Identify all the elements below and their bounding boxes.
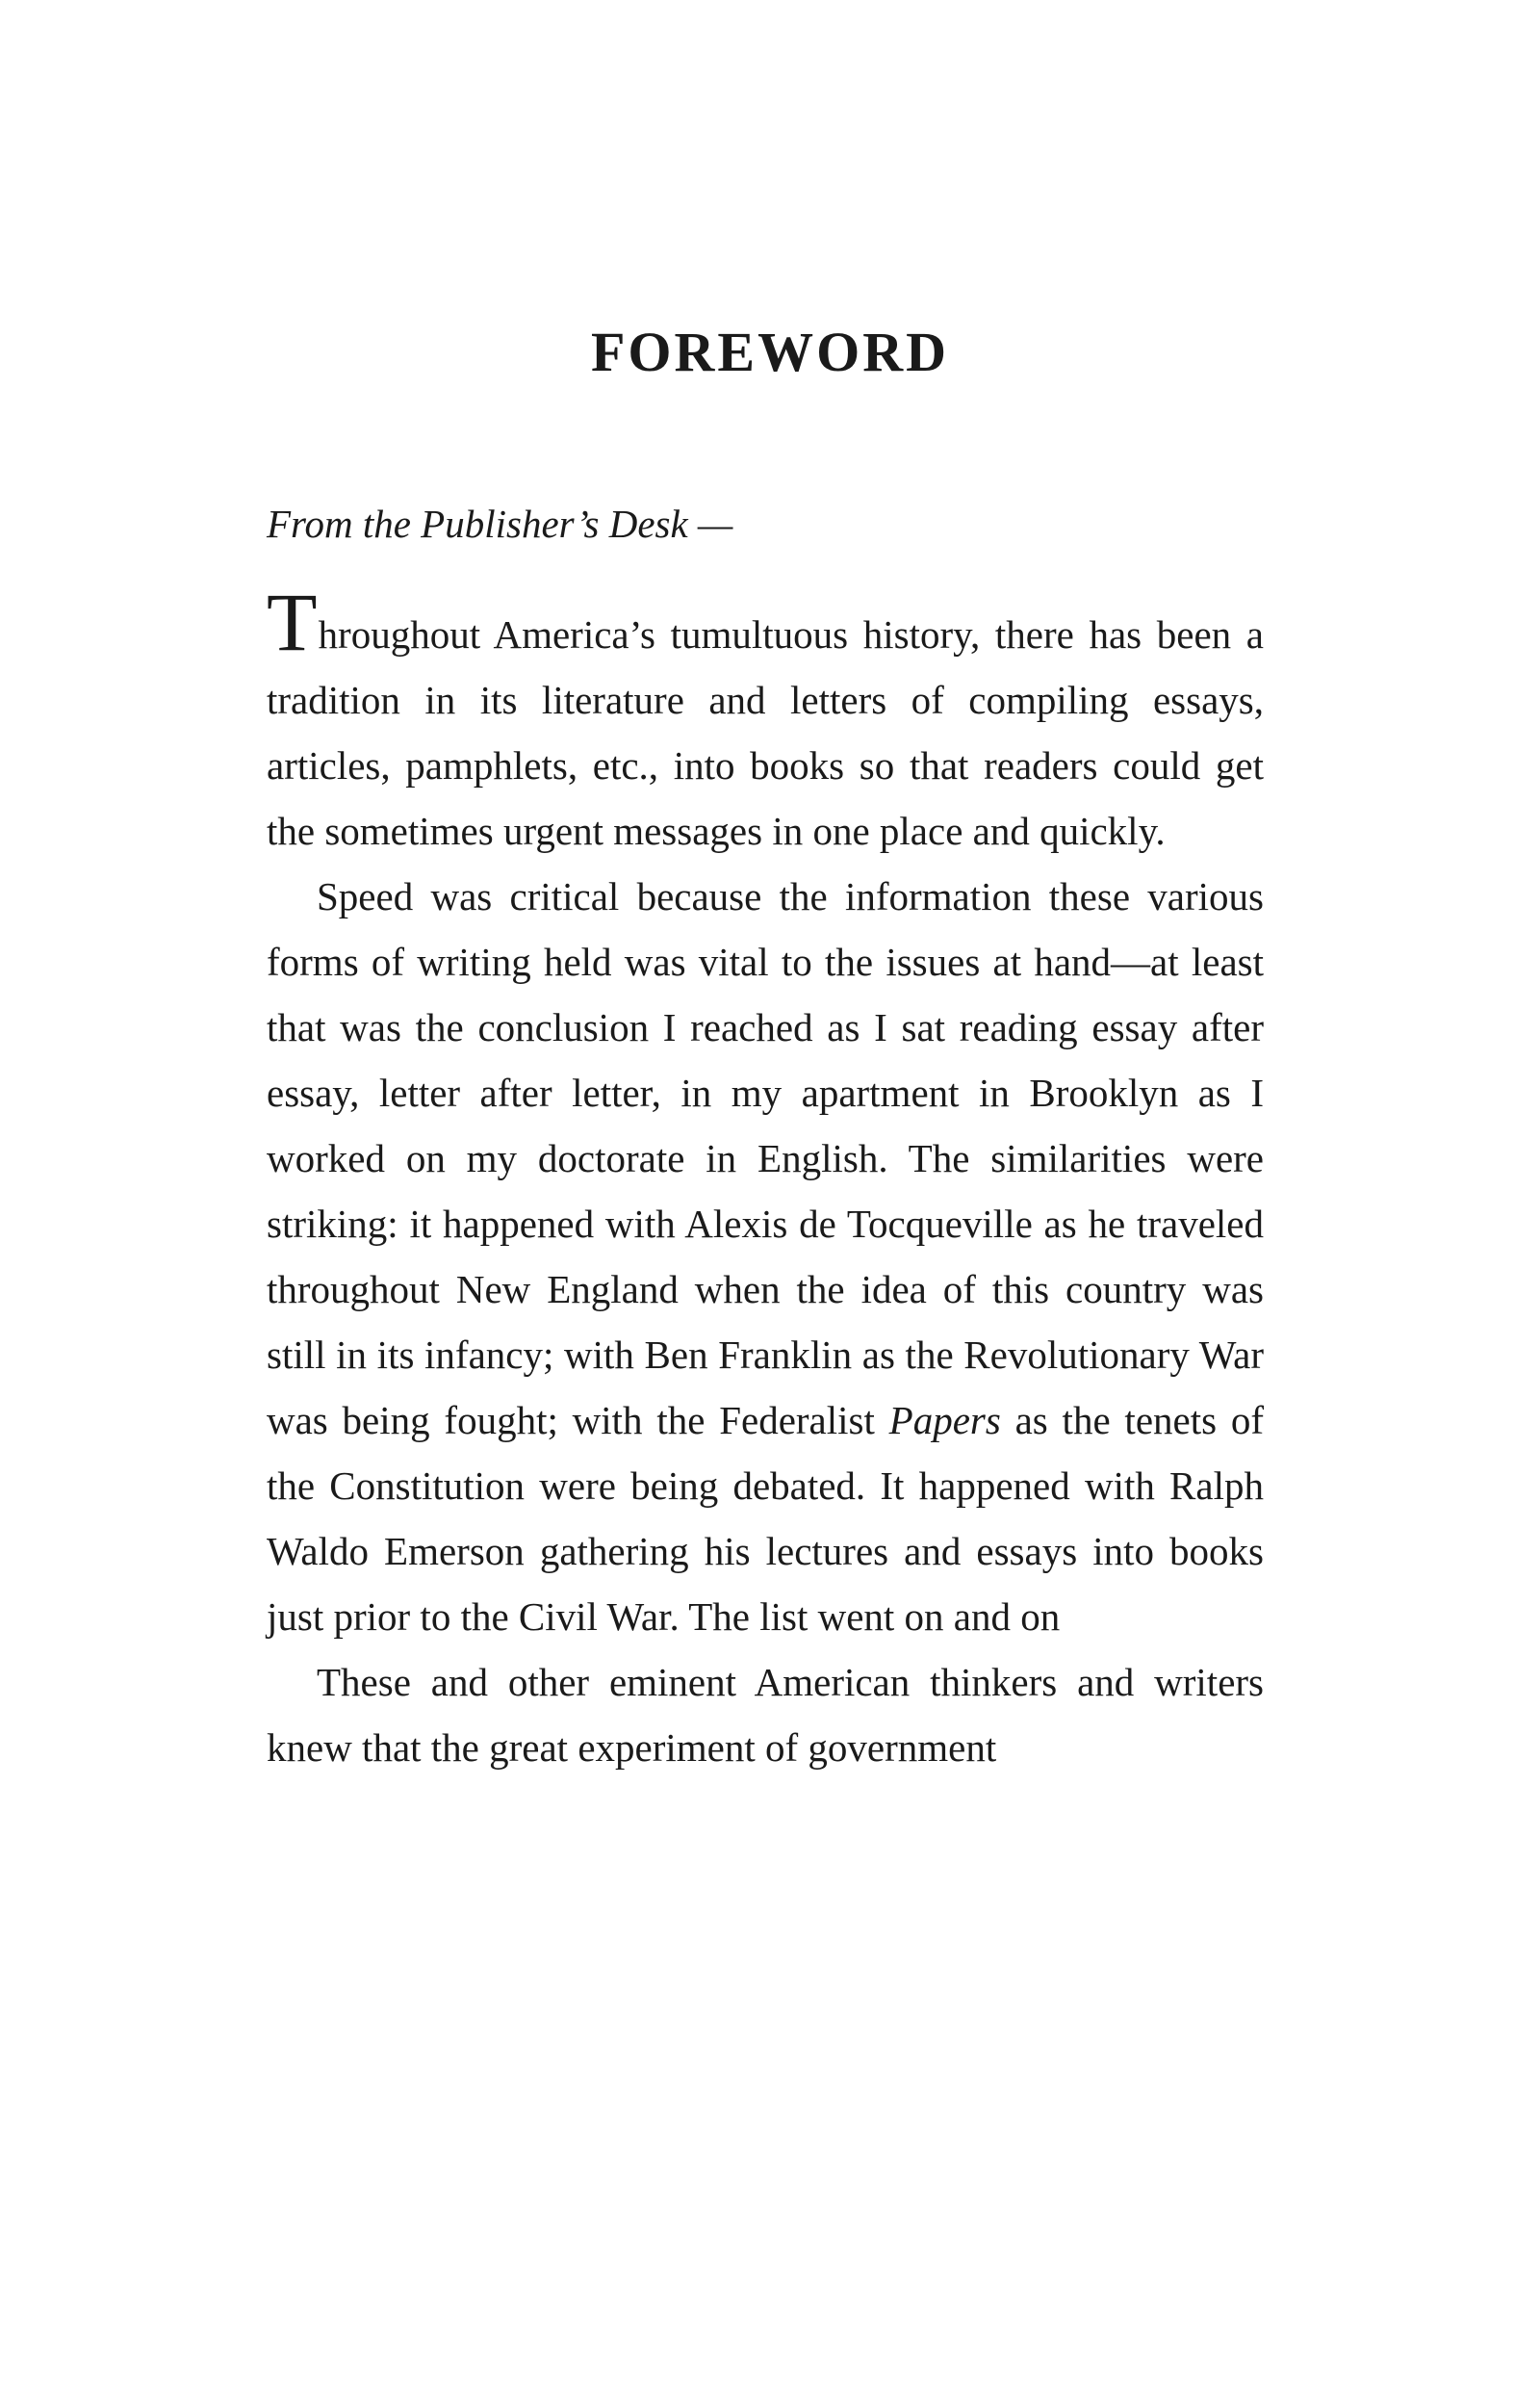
paragraph-2 [267, 864, 1264, 1649]
paragraph-1-text: hroughout America’s tumultuous history, there has been a tradition in its literature and letters of compiling essays, articles, pamphlets, etc., into books so that readers could get the sometimes urgent messages in one place and quickly. [267, 612, 1264, 853]
chapter-title: FOREWORD [591, 321, 949, 383]
paragraph-1 [267, 576, 1264, 864]
paragraph-3 [267, 1649, 1264, 1780]
paragraph-2-text-b: as the tenets of the Constitution were being debated. It happened with Ralph Waldo Emerson gathering his lectures and essays into books just prior to the Civil War. The list went on and on [267, 1398, 1265, 1639]
paragraph-2-italic: Papers [888, 1398, 1001, 1442]
body-text [267, 491, 1264, 1780]
paragraph-2-text-a: Speed was critical because the information these various forms of writing held was vital to the issues at hand—at least that was the conclusion I reached as I sat reading essay after essay, letter after letter, in my apartment in Brooklyn as I worked on my doctorate in English. The similarities were striking: it happened with Alexis de Tocqueville as he traveled throughout New England when the idea of this country was still in its infancy; with Ben Franklin as the Revolutionary War was being fought; with the Federalist [267, 874, 1264, 1442]
drop-cap: T [267, 576, 318, 668]
foreword-subtitle: From the Publisher’s Desk — [267, 502, 733, 546]
paragraph-3-text: These and other eminent American thinkers and writers knew that the great experiment of government [267, 1660, 1264, 1770]
